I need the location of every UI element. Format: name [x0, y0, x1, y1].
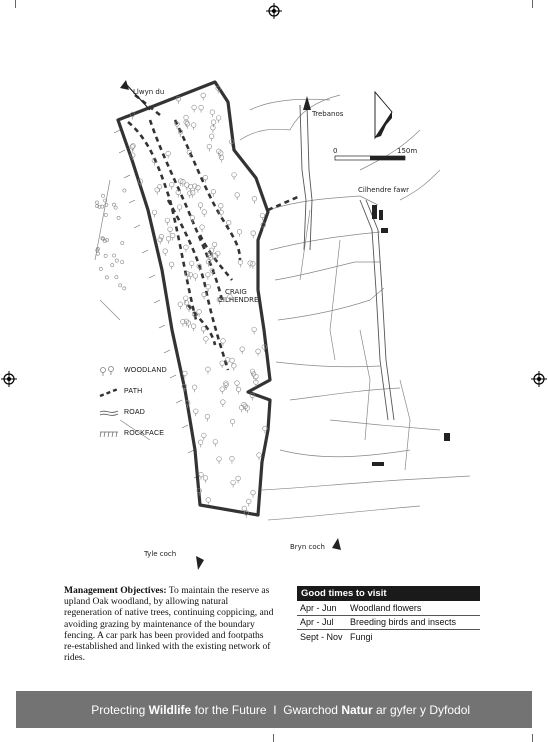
tree-icon — [201, 327, 206, 334]
table-row — [297, 616, 480, 631]
crop-mark-bottom-right — [532, 734, 533, 742]
tree-icon — [188, 272, 193, 279]
tree-icon — [211, 120, 216, 127]
visit-desc: Fungi — [350, 631, 373, 642]
visit-desc: Woodland flowers — [350, 602, 422, 613]
tree-icon — [207, 144, 212, 151]
tree-icon — [202, 210, 207, 217]
tree-icon — [170, 233, 175, 240]
tree-icon — [235, 193, 240, 200]
tree-icon — [230, 358, 235, 365]
tree-icon — [192, 105, 197, 112]
tree-icon — [178, 302, 183, 309]
road-icon — [98, 407, 120, 419]
buildings — [372, 205, 450, 466]
tree-icon — [231, 480, 236, 487]
label-cilhendre: CILHENDRE — [218, 296, 259, 304]
tree-icon — [111, 264, 114, 267]
visit-desc: Breeding birds and insects — [350, 617, 457, 628]
tree-icon — [166, 151, 171, 158]
tree-icon — [230, 456, 235, 463]
north-arrow-icon — [375, 92, 392, 138]
tree-icon — [204, 337, 209, 344]
tree-icon — [152, 210, 157, 217]
tree-icon — [251, 372, 256, 379]
tree-icon — [219, 210, 224, 217]
tree-icon — [189, 261, 194, 268]
tree-icon — [114, 206, 117, 209]
tree-icon — [252, 196, 257, 203]
tree-icon — [123, 189, 126, 192]
tree-icon — [199, 105, 204, 112]
legend-path — [98, 381, 208, 402]
tree-icon — [206, 272, 211, 279]
tree-icon — [187, 191, 192, 198]
label-bryn-coch: Bryn coch — [290, 543, 325, 551]
crop-mark-bottom-center — [273, 734, 274, 742]
label-llwyn-du: Llwyn du — [133, 88, 165, 96]
management-objectives — [64, 585, 274, 663]
tree-icon — [201, 93, 206, 100]
tree-icon — [105, 276, 108, 279]
tree-icon — [213, 439, 218, 446]
tree-icon — [206, 498, 211, 505]
tree-icon — [193, 274, 198, 281]
tree-icon — [236, 476, 241, 483]
legend-woodland — [98, 360, 208, 381]
tree-icon — [221, 400, 226, 407]
tree-icon — [246, 499, 251, 506]
label-cilhendre-fawr: Cilhendre fawr — [358, 186, 410, 194]
tree-icon — [121, 242, 124, 245]
legend-path-label: PATH — [124, 388, 143, 395]
tree-icon — [200, 225, 205, 232]
tree-icon — [104, 254, 107, 257]
tree-icon — [251, 490, 256, 497]
tree-icon — [257, 453, 262, 460]
legend-rockface — [98, 423, 208, 444]
tree-icon — [216, 116, 221, 123]
label-craig: CRAIG — [225, 288, 247, 296]
tree-icon — [113, 254, 116, 257]
legend-road — [98, 402, 208, 423]
tree-icon — [169, 262, 174, 269]
tree-icon — [166, 236, 171, 243]
table-row — [297, 601, 480, 616]
tree-icon — [101, 194, 104, 197]
tree-icon — [256, 349, 261, 356]
tree-icon — [191, 324, 196, 331]
tree-icon — [252, 327, 257, 334]
tree-icon — [217, 457, 222, 464]
tree-icon — [240, 347, 245, 354]
field-boundaries — [95, 95, 470, 520]
tree-icon — [237, 229, 242, 236]
tree-icon — [191, 123, 196, 130]
legend-woodland-label: WOODLAND — [124, 367, 167, 374]
tree-icon — [96, 252, 99, 255]
tree-icon — [211, 125, 216, 132]
footer-banner — [16, 691, 532, 728]
tree-icon — [119, 284, 122, 287]
tree-icon — [196, 185, 201, 192]
visit-title: Good times to visit — [297, 586, 480, 601]
management-body: To maintain the reserve as upland Oak woodland, by allowing natural regeneration of native trees, continuing coppicing, and avoiding grazing by maintenance of the boundary fencing. A car park has been provided and footpaths re-established and linked with the existing network of rides. — [64, 585, 274, 664]
tree-icon — [219, 155, 224, 162]
legend-road-label: ROAD — [124, 409, 146, 416]
road — [300, 105, 394, 420]
tree-icon — [236, 387, 241, 394]
map-legend — [98, 360, 208, 444]
label-tyle-coch: Tyle coch — [144, 550, 177, 558]
tree-icon — [198, 203, 203, 210]
tree-icon — [202, 292, 207, 299]
footer-part3: ar gyfer y Dyfodol — [372, 702, 471, 717]
tree-icon — [199, 472, 204, 479]
scale-start-label: 0 — [333, 147, 338, 155]
tree-icon — [232, 172, 237, 179]
tree-icon — [155, 187, 160, 194]
tree-icon — [192, 184, 197, 191]
visit-months: Sept - Nov — [300, 631, 343, 642]
visit-months: Apr - Jun — [300, 602, 337, 613]
tree-icon — [177, 205, 182, 212]
tree-icon — [210, 110, 215, 117]
tree-icon — [203, 476, 208, 483]
label-trebanos: Trebanos — [312, 110, 344, 118]
tree-icon — [209, 134, 214, 141]
tree-icon — [95, 201, 98, 204]
tree-icon — [112, 203, 115, 206]
management-heading: Management Objectives: — [64, 585, 167, 596]
visit-months: Apr - Jul — [300, 617, 334, 628]
tree-icon — [220, 387, 225, 394]
path-icon — [98, 386, 120, 398]
tree-icon — [220, 361, 225, 368]
legend-rockface-label: ROCKFACE — [124, 430, 165, 437]
tree-icon — [159, 234, 164, 241]
tree-icon — [251, 231, 256, 238]
tree-icon — [238, 260, 243, 267]
tree-icon — [206, 284, 211, 291]
tree-icon — [115, 259, 118, 262]
tree-icon — [211, 189, 216, 196]
footer-bold2: Natur — [341, 702, 373, 717]
tree-icon — [121, 261, 124, 264]
tree-icon — [123, 287, 126, 290]
scale-bar — [335, 156, 405, 160]
footer-part1: Protecting — [91, 702, 149, 717]
table-row — [297, 630, 480, 644]
tree-icon — [165, 218, 170, 225]
tree-icon — [169, 182, 174, 189]
footer-bold1: Wildlife — [148, 702, 192, 717]
tree-icon — [163, 249, 168, 256]
scale-end-label: 150m — [397, 147, 418, 155]
visit-table — [297, 586, 480, 644]
tree-icon — [99, 267, 102, 270]
tree-icon — [230, 419, 235, 426]
footer-part2: for the Future I Gwarchod — [191, 702, 342, 717]
tree-icon — [104, 213, 107, 216]
tree-icon — [184, 245, 189, 252]
tree-icon — [197, 309, 202, 316]
tree-icon — [115, 276, 118, 279]
tree-icon — [117, 216, 120, 219]
rockface-icon — [98, 428, 120, 440]
woodland-icon — [98, 365, 120, 377]
tree-icon — [248, 261, 253, 268]
